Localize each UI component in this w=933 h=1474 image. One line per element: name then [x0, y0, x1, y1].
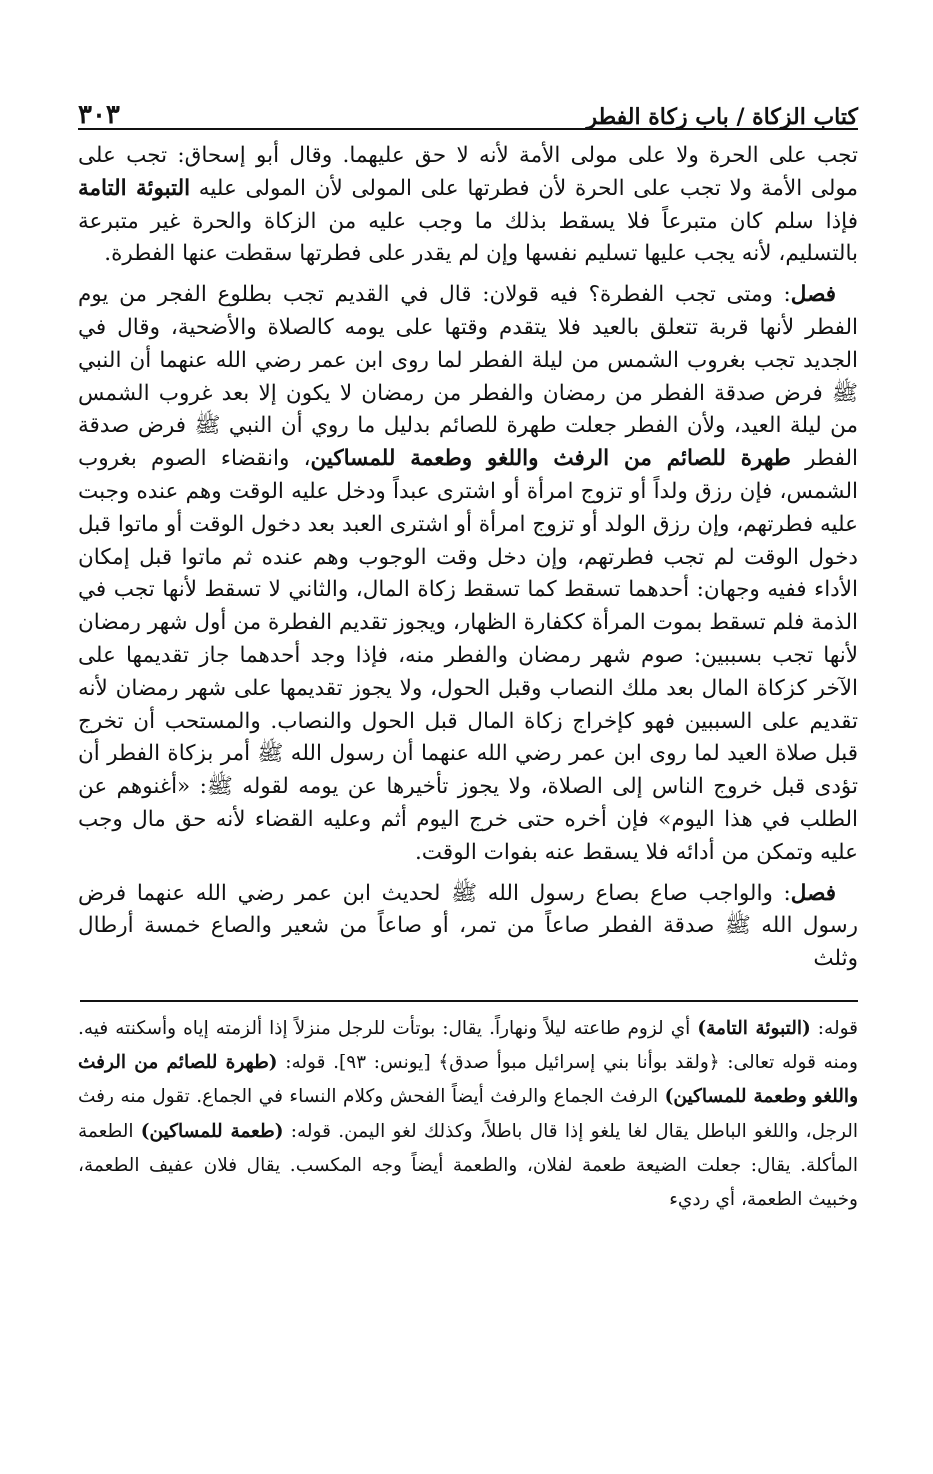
text-segment: قوله:: [810, 1017, 858, 1039]
bold-term: (طهرة للصائم من الرفث واللغو وطعمة للمساكين): [78, 1052, 859, 1108]
paragraph: [78, 279, 858, 869]
text-segment: : والواجب صاع بصاع رسول الله ﷺ لحديث ابن عمر رضي الله عنهما فرض رسول الله ﷺ صدقة الفطر صاعاً من تمر، أو صاعاً من شعير والصاع خمسة أرطال وثلث: [78, 880, 858, 972]
text-segment: الرفث الجماع والرفث أيضاً الفحش وكلام النساء في الجماع. تقول منه رفث الرجل، واللغو الباطل يقال لغا يلغو إذا قال باطلاً، وكذلك لغو اليمن. قوله:: [78, 1086, 859, 1142]
section-heading: فصل: [790, 880, 836, 906]
bold-term: (التبوئة التامة): [697, 1017, 811, 1039]
footnote-divider: [80, 1000, 858, 1002]
bold-hadith: طهرة للصائم من الرفث واللغو وطعمة للمساكين: [310, 446, 791, 472]
chapter-title: كتاب الزكاة / باب زكاة الفطر: [586, 104, 858, 130]
text-segment: ، وانقضاء الصوم بغروب الشمس، فإن رزق ولداً أو تزوج امرأة أو اشترى عبداً ودخل عليه الوقت وهم عنده وجبت عليه فطرتهم، وإن رزق الولد أو تزوج امرأة أو اشترى العبد بعد دخول الوقت أو ماتوا قبل دخول الوقت لم تجب فطرتهم، وإن دخل وقت الوجوب وهم عنده ثم ماتوا قبل إمكان الأداء ففيه وجهان: أحدهما تسقط كما تسقط زكاة المال، والثاني لا تسقط لأنها تجب في الذمة فلم تسقط بموت المرأة ككفارة الظهار، ويجوز تقديم الفطرة من أول شهر رمضان لأنها تجب بسببين: صوم شهر رمضان والفطر منه، فإذا وجد أحدهما جاز تقديمها على الآخر كزكاة المال بعد ملك النصاب وقبل الحول، ولا يجوز تقديمها على شهر رمضان لأنه تقديم على السببين فهو كإخراج زكاة المال قبل الحول والنصاب. والمستحب أن تخرج قبل صلاة العيد لما روى ابن عمر رضي الله عنهما أن رسول الله ﷺ أمر بزكاة الفطر أن تؤدى قبل خروج الناس إلى الصلاة، ولا يجوز تأخيرها عن يومه لقوله ﷺ: «أغنوهم عن الطلب في هذا اليوم» فإن أخره حتى خرج اليوم أثم وعليه القضاء لأنه حق مال وجب عليه وتمكن من أدائه فلا يسقط عنه بفوات الوقت.: [78, 446, 858, 865]
paragraph: [78, 878, 858, 976]
text-segment: فإذا سلم كان متبرعاً فلا يسقط بذلك ما وجب عليه من الزكاة والحرة غير متبرعة بالتسليم، لأنه يجب عليها تسليم نفسها وإن لم يقدر على فطرتها سقطت عنها الفطرة.: [78, 208, 858, 267]
text-segment: الطعمة المأكلة. يقال: جعلت الضيعة طعمة لفلان، والطعمة أيضاً وجه المكسب. يقال فلان عفيف الطعمة، وخبيث الطعمة، أي رديء: [78, 1120, 858, 1210]
page-number: ٣٠٣: [78, 100, 120, 130]
paragraph: [78, 140, 858, 271]
text-segment: أي لزوم طاعته ليلاً ونهاراً. يقال: بوتأت للرجل منزلاً إذا ألزمته إياه وأسكنته فيه. ومنه قوله تعالى: ﴿ولقد بوأنا بني إسرائيل مبوأ صدق﴾ [يونس: ٩٣]. قوله:: [78, 1017, 858, 1074]
text-segment: : ومتى تجب الفطرة؟ فيه قولان: قال في القديم تجب بطلوع الفجر من يوم الفطر لأنها قربة تتعلق بالعيد فلا يتقدم وقتها على يومه كالصلاة والأضحية، وقال في الجديد تجب بغروب الشمس من ليلة الفطر لما روى ابن عمر رضي الله عنهما أن النبي ﷺ فرض صدقة الفطر من رمضان والفطر من رمضان لا يكون إلا بعد غروب الشمس من ليلة العيد، ولأن الفطر جعلت طهرة للصائم بدليل ما روي أن النبي ﷺ فرض صدقة الفطر: [78, 282, 858, 472]
bold-term: (طعمة للمساكين): [140, 1120, 284, 1142]
main-text: [78, 140, 858, 976]
book-page: [78, 88, 858, 1448]
section-heading: فصل: [790, 282, 836, 308]
footnotes: [78, 1012, 858, 1217]
running-header: [78, 88, 858, 130]
text-segment: تجب على الحرة ولا على مولى الأمة لأنه لا حق عليهما. وقال أبو إسحاق: تجب على مولى الأمة ولا تجب على الحرة لأن فطرتها على المولى لأن المولى عليه: [78, 143, 858, 201]
footnote: [78, 1012, 858, 1217]
bold-term: التبوئة التامة: [78, 175, 191, 201]
